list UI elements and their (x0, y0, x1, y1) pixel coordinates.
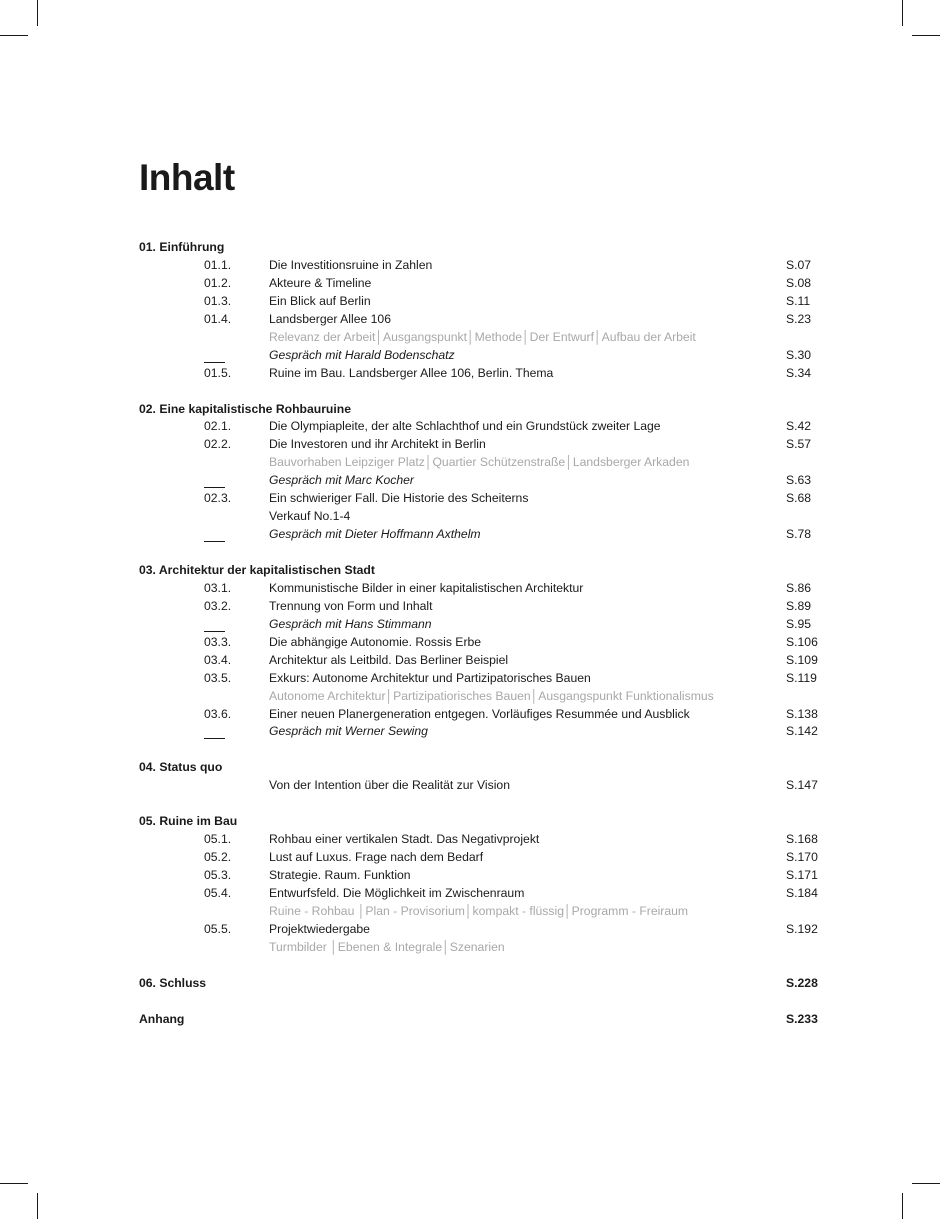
page-number: S.228 (786, 975, 818, 990)
toc-entry-item (139, 651, 829, 669)
entry-number: 01.4. (204, 311, 232, 326)
crop-mark-top-left-h (0, 35, 28, 36)
toc-entry-sub (139, 453, 829, 471)
toc-entry-interview (139, 722, 829, 740)
entry-text: Architektur als Leitbild. Das Berliner Beispiel (269, 652, 509, 667)
entry-number: 01.2. (204, 275, 232, 290)
entry-number: 05.5. (204, 921, 232, 936)
crop-mark-bottom-left-h (0, 1183, 28, 1184)
crop-mark-bottom-left (37, 1193, 38, 1219)
entry-text: Akteure & Timeline (269, 275, 372, 290)
entry-text: Einer neuen Planergeneration entgegen. Vorläufiges Resummée und Ausblick (269, 706, 690, 721)
entry-text: Projektwiedergabe (269, 921, 370, 936)
page-number: S.119 (786, 670, 817, 685)
entry-text: Die Olympiapleite, der alte Schlachthof und ein Grundstück zweiter Lage (269, 419, 661, 434)
entry-text: Die Investitionsruine in Zahlen (269, 257, 433, 272)
entry-text: Die Investoren und ihr Architekt in Berlin (269, 437, 486, 452)
entry-number: 03.6. (204, 706, 232, 721)
interview-dash-rule (204, 487, 225, 488)
page-number: S.57 (786, 437, 812, 452)
entry-text: Rohbau einer vertikalen Stadt. Das Negativprojekt (269, 832, 540, 847)
entry-number: 05.2. (204, 850, 232, 865)
page-number: S.106 (786, 634, 818, 649)
entry-number: 01.5. (204, 365, 232, 380)
entry-number: 05.3. (204, 868, 232, 883)
page-number: S.78 (786, 527, 812, 542)
entry-number: 03.5. (204, 670, 232, 685)
toc-entry-item (139, 310, 829, 328)
page-number: S.192 (786, 921, 818, 936)
entry-text: Turmbilder │Ebenen & Integrale│Szenarien (269, 939, 505, 954)
section-spacer (139, 992, 829, 1010)
entry-number: 02.2. (204, 437, 232, 452)
entry-text: Autonome Architektur│Partizipatiorisches Bauen│Ausgangspunkt Funktionalismus (269, 688, 714, 703)
toc-entry-item (139, 435, 829, 453)
entry-text: Verkauf No.1-4 (269, 509, 351, 524)
entry-text: Ruine - Rohbau │Plan - Provisorium│kompakt - flüssig│Programm - Freiraum (269, 903, 689, 918)
page-number: S.147 (786, 778, 818, 793)
toc-entry-item (139, 417, 829, 435)
entry-number: 02.3. (204, 491, 232, 506)
section-title: 05. Ruine im Bau (139, 814, 238, 829)
section-spacer (139, 740, 829, 758)
entry-text: Gespräch mit Dieter Hoffmann Axthelm (269, 527, 481, 542)
toc-entry-interview (139, 471, 829, 489)
toc-entry-interview (139, 346, 829, 364)
entry-number: 01.3. (204, 293, 232, 308)
page-number: S.170 (786, 850, 818, 865)
toc-entry-item (139, 597, 829, 615)
entry-text: Von der Intention über die Realität zur Vision (269, 778, 510, 793)
page-number: S.11 (786, 293, 811, 308)
section-title: 02. Eine kapitalistische Rohbauruine (139, 401, 351, 416)
toc-entry-item (139, 830, 829, 848)
entry-text: Die abhängige Autonomie. Rossis Erbe (269, 634, 482, 649)
page-number: S.42 (786, 419, 812, 434)
entry-text: Gespräch mit Marc Kocher (269, 473, 414, 488)
entry-text: Bauvorhaben Leipziger Platz│Quartier Schützenstraße│Landsberger Arkaden (269, 455, 690, 470)
toc-section-heading (139, 1010, 829, 1028)
section-title: 03. Architektur der kapitalistischen Stadt (139, 563, 375, 577)
page-number: S.109 (786, 652, 818, 667)
entry-text: Kommunistische Bilder in einer kapitalistischen Architektur (269, 580, 584, 595)
toc-entry-item (139, 579, 829, 597)
section-spacer (139, 543, 829, 561)
page-number: S.233 (786, 1011, 818, 1026)
toc-entry-cont (139, 507, 829, 525)
entry-text: Strategie. Raum. Funktion (269, 868, 411, 883)
section-spacer (139, 794, 829, 812)
toc-section-heading (139, 561, 829, 579)
entry-text: Exkurs: Autonome Architektur und Partizipatorisches Bauen (269, 670, 591, 685)
page-title: Inhalt (139, 157, 235, 198)
toc-entry-sub (139, 902, 829, 920)
entry-number: 02.1. (204, 419, 232, 434)
toc-entry-interview (139, 525, 829, 543)
toc-entry-item (139, 920, 829, 938)
table-of-contents (139, 238, 829, 1028)
page-number: S.07 (786, 257, 812, 272)
toc-section-heading (139, 400, 829, 418)
toc-section-heading (139, 238, 829, 256)
entry-number: 05.4. (204, 886, 232, 900)
entry-number: 03.3. (204, 634, 232, 649)
toc-section-heading (139, 758, 829, 776)
section-title: 01. Einführung (139, 240, 225, 254)
page-number: S.30 (786, 347, 812, 362)
entry-text: Gespräch mit Werner Sewing (269, 724, 428, 739)
toc-entry-item (139, 705, 829, 723)
entry-number: 03.1. (204, 580, 232, 595)
section-title: Anhang (139, 1011, 185, 1026)
page-number: S.168 (786, 832, 818, 847)
entry-number: 03.2. (204, 598, 232, 613)
toc-entry-item (139, 866, 829, 884)
section-title: 04. Status quo (139, 760, 223, 775)
page-number: S.184 (786, 886, 818, 900)
toc-entry-item (139, 292, 829, 310)
page-number: S.08 (786, 275, 812, 290)
entry-text: Relevanz der Arbeit│Ausgangspunkt│Methode│Der Entwurf│Aufbau der Arbeit (269, 329, 696, 344)
page-number: S.86 (786, 580, 812, 595)
interview-dash-rule (204, 541, 225, 542)
toc-entry-item (139, 633, 829, 651)
toc-entry-item (139, 364, 829, 382)
toc-entry-item (139, 669, 829, 687)
section-spacer (139, 382, 829, 400)
entry-text: Gespräch mit Harald Bodenschatz (269, 347, 455, 362)
toc-entry-item (139, 256, 829, 274)
toc-entry-item (139, 489, 829, 507)
page-number: S.34 (786, 365, 812, 380)
crop-mark-top-right-h (912, 35, 940, 36)
crop-mark-bottom-right (902, 1193, 903, 1219)
page-number: S.63 (786, 473, 812, 488)
page-number: S.89 (786, 598, 812, 613)
entry-text: Trennung von Form und Inhalt (269, 598, 433, 613)
entry-text: Ein Blick auf Berlin (269, 293, 371, 308)
toc-section-heading (139, 974, 829, 992)
page-number: S.95 (786, 616, 812, 631)
toc-section-heading (139, 812, 829, 830)
entry-text: Landsberger Allee 106 (269, 311, 391, 326)
toc-entry-item (139, 884, 829, 902)
entry-number: 05.1. (204, 832, 232, 847)
toc-entry-interview (139, 615, 829, 633)
section-spacer (139, 956, 829, 974)
entry-text: Ruine im Bau. Landsberger Allee 106, Berlin. Thema (269, 365, 554, 380)
interview-dash-rule (204, 362, 225, 363)
crop-mark-bottom-right-h (912, 1183, 940, 1184)
page-number: S.68 (786, 491, 812, 506)
toc-entry-sub (139, 938, 829, 956)
entry-text: Entwurfsfeld. Die Möglichkeit im Zwischenraum (269, 886, 525, 900)
crop-mark-top-right (902, 0, 903, 26)
toc-entry-item (139, 848, 829, 866)
toc-entry-sub (139, 687, 829, 705)
page-number: S.23 (786, 311, 812, 326)
entry-text: Ein schwieriger Fall. Die Historie des Scheiterns (269, 491, 529, 506)
crop-mark-top-left (37, 0, 38, 26)
page-number: S.142 (786, 724, 818, 739)
page-number: S.171 (786, 868, 818, 883)
entry-number: 03.4. (204, 652, 232, 667)
toc-entry-item (139, 274, 829, 292)
interview-dash-rule (204, 631, 225, 632)
toc-entry-sub (139, 328, 829, 346)
interview-dash-rule (204, 738, 225, 739)
entry-number: 01.1. (204, 257, 232, 272)
toc-entry-item (139, 776, 829, 794)
section-title: 06. Schluss (139, 975, 207, 990)
page-number: S.138 (786, 706, 818, 721)
entry-text: Gespräch mit Hans Stimmann (269, 616, 432, 631)
entry-text: Lust auf Luxus. Frage nach dem Bedarf (269, 850, 484, 865)
